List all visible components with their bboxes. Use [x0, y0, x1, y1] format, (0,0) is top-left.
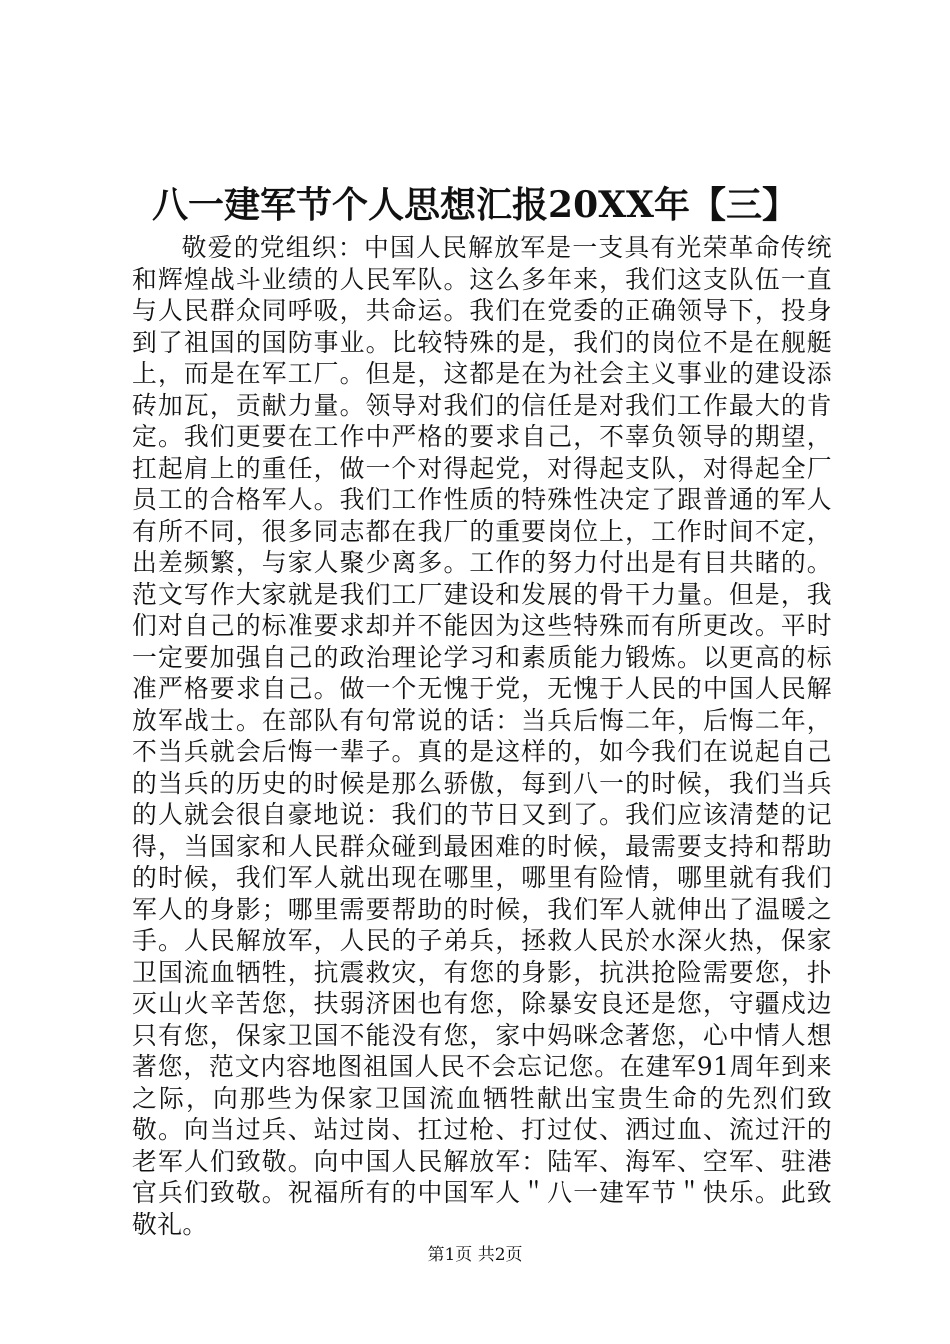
document-title: 八一建军节个人思想汇报20XX年【三】 [152, 184, 798, 226]
page-number-footer: 第1页 共2页 [427, 1245, 523, 1265]
document-body-paragraph: 敬爱的党组织：中国人民解放军是一支具有光荣革命传统和辉煌战斗业绩的人民军队。这么多年来，我们这支队伍一直与人民群众同呼吸，共命运。我们在党委的正确领导下，投身到了祖国的国防事业。比较特殊的是，我们的岗位不是在舰艇上，而是在军工厂。但是，这都是在为社会主义事业的建设添砖加瓦，贡献力量。领导对我们的信任是对我们工作最大的肯定。我们更要在工作中严格的要求自己，不辜负领导的期望，扛起肩上的重任，做一个对得起党，对得起支队，对得起全厂员工的合格军人。我们工作性质的特殊性决定了跟普通的军人有所不同，很多同志都在我厂的重要岗位上，工作时间不定，出差频繁，与家人聚少离多。工作的努力付出是有目共睹的。范文写作大家就是我们工厂建设和发展的骨干力量。但是，我们对自己的标准要求却并不能因为这些特殊而有所更改。平时一定要加强自己的政治理论学习和素质能力锻炼。以更高的标准严格要求自己。做一个无愧于党，无愧于人民的中国人民解放军战士。在部队有句常说的话：当兵后悔二年，后悔二年，不当兵就会后悔一辈子。真的是这样的，如今我们在说起自己的当兵的历史的时候是那么骄傲，每到八一的时候，我们当兵的人就会很自豪地说：我们的节日又到了。我们应该清楚的记得，当国家和人民群众碰到最困难的时候，最需要支持和帮助的时候，我们军人就出现在哪里，哪里有险情，哪里就有我们军人的身影；哪里需要帮助的时候，我们军人就伸出了温暖之手。人民解放军，人民的子弟兵，拯救人民於水深火热，保家卫国流血牺牲，抗震救灾，有您的身影，抗洪抢险需要您，扑灭山火辛苦您，扶弱济困也有您，除暴安良还是您，守疆戍边只有您，保家卫国不能没有您，家中妈咪念著您，心中情人想著您，范文内容地图祖国人民不会忘记您。在建军91周年到来之际，向那些为保家卫国流血牺牲献出宝贵生命的先烈们致敬。向当过兵、站过岗、扛过枪、打过仗、洒过血、流过汗的老军人们致敬。向中国人民解放军：陆军、海军、空军、驻港官兵们致敬。祝福所有的中国军人＂八一建军节＂快乐。此致敬礼。 [132, 233, 832, 1239]
